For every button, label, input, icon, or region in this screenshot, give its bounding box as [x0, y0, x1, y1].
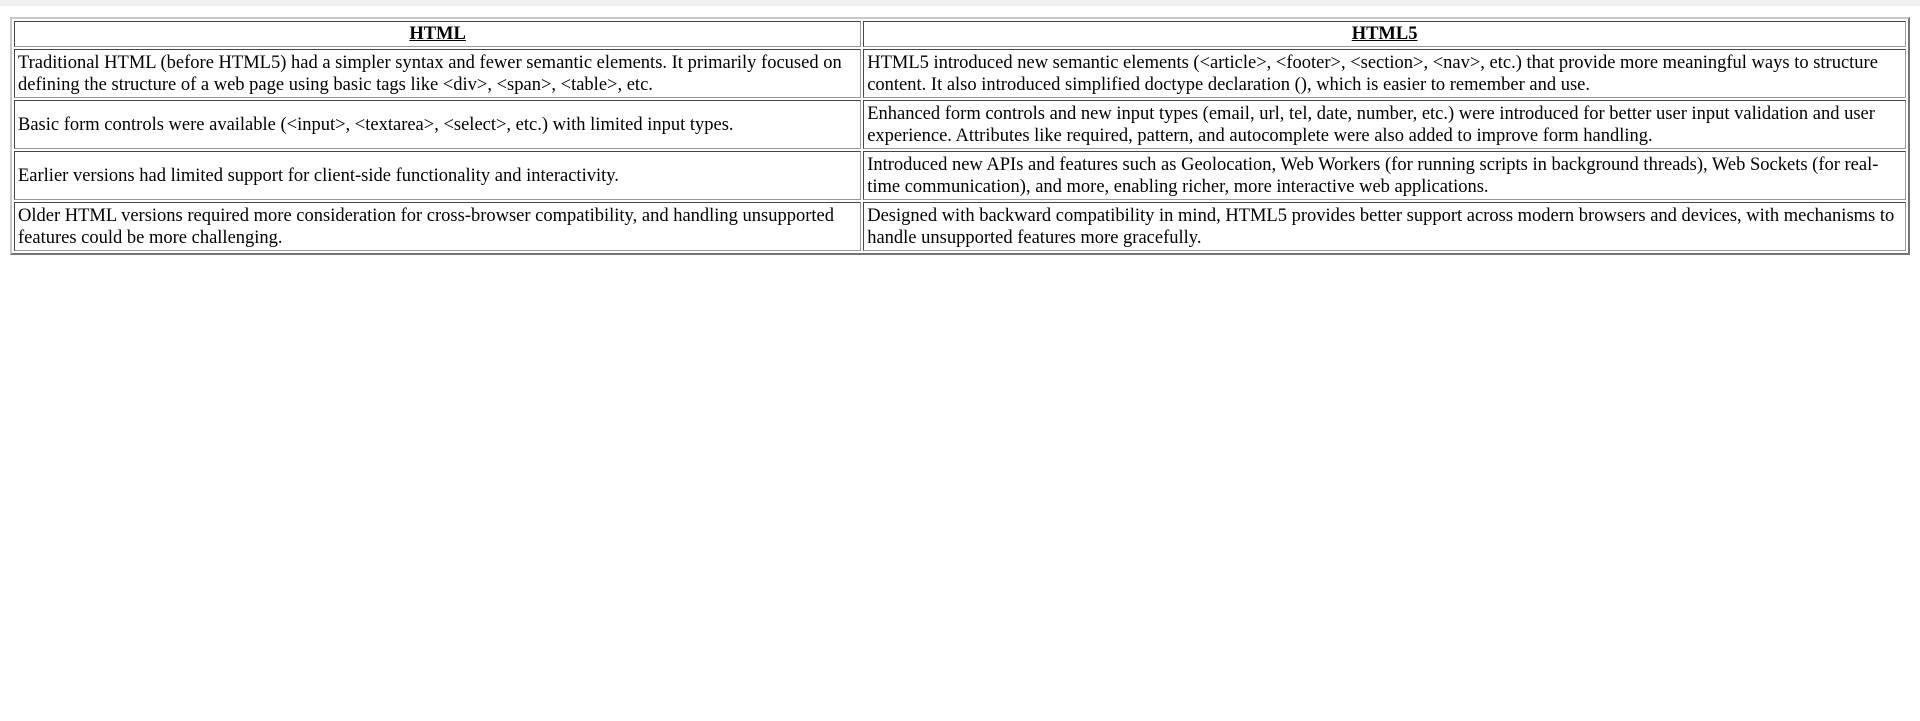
cell-html: Older HTML versions required more consideration for cross-browser compatibility, and handling unsupported features could be more challenging.	[14, 202, 861, 251]
top-strip	[0, 0, 1920, 6]
header-html: HTML	[14, 21, 861, 47]
cell-html: Basic form controls were available (<input>, <textarea>, <select>, etc.) with limited input types.	[14, 100, 861, 149]
cell-html5: Enhanced form controls and new input types (email, url, tel, date, number, etc.) were introduced for better user input validation and user experience. Attributes like required, pattern, and autocomplete were also added to improve form handling.	[863, 100, 1906, 149]
page-content	[10, 17, 1910, 255]
header-html5: HTML5	[863, 21, 1906, 47]
comparison-table	[10, 17, 1910, 255]
table-row	[14, 100, 1906, 149]
cell-html5: Designed with backward compatibility in mind, HTML5 provides better support across modern browsers and devices, with mechanisms to handle unsupported features more gracefully.	[863, 202, 1906, 251]
table-row	[14, 202, 1906, 251]
table-row	[14, 151, 1906, 200]
cell-html5: HTML5 introduced new semantic elements (<article>, <footer>, <section>, <nav>, etc.) that provide more meaningful ways to structure content. It also introduced simplified doctype declaration (), which is easier to remember and use.	[863, 49, 1906, 98]
cell-html5: Introduced new APIs and features such as Geolocation, Web Workers (for running scripts in background threads), Web Sockets (for real-time communication), and more, enabling richer, more interactive web applications.	[863, 151, 1906, 200]
table-row	[14, 49, 1906, 98]
cell-html: Traditional HTML (before HTML5) had a simpler syntax and fewer semantic elements. It primarily focused on defining the structure of a web page using basic tags like <div>, <span>, <table>, etc.	[14, 49, 861, 98]
cell-html: Earlier versions had limited support for client-side functionality and interactivity.	[14, 151, 861, 200]
header-row	[14, 21, 1906, 47]
